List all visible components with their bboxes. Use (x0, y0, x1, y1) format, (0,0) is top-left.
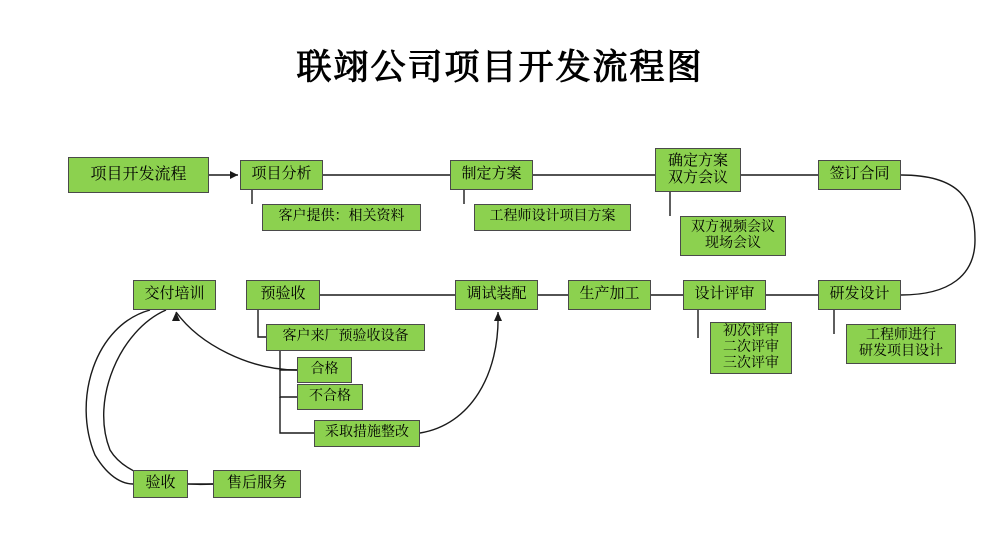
flow-node-n8[interactable] (818, 160, 901, 190)
flow-node-label: 验收 (145, 475, 176, 492)
flow-node-label: 交付培训 (144, 286, 205, 303)
flow-node-n10[interactable] (846, 324, 956, 364)
flow-node-label: 签订合同 (829, 166, 890, 183)
flow-node-label: 研发项目设计 (859, 344, 943, 359)
flow-node-label: 生产加工 (579, 286, 640, 303)
flow-node-label: 双方视频会议 (691, 219, 775, 235)
flow-node-label: 采取措施整改 (325, 425, 409, 441)
arrow-pass-to-training (172, 312, 180, 321)
flow-node-label: 三次评审 (723, 356, 779, 372)
flow-node-label: 项目开发流程 (90, 165, 187, 183)
flow-node-n9[interactable] (818, 280, 901, 310)
edge-customer-check-to-pass (280, 351, 297, 370)
flow-node-n4[interactable] (450, 160, 533, 190)
flow-node-label: 现场会议 (705, 236, 761, 251)
flow-node-n2[interactable] (240, 160, 323, 190)
flow-node-label: 不合格 (309, 388, 351, 404)
flow-node-n1[interactable] (68, 157, 209, 193)
flow-node-label: 工程师设计项目方案 (489, 209, 616, 225)
flow-node-n12[interactable] (710, 322, 792, 374)
edge-rectify-to-debug (420, 312, 498, 433)
flow-node-n7[interactable] (680, 216, 786, 256)
flow-node-n5[interactable] (474, 204, 631, 231)
edge-contract-to-rnd (901, 175, 975, 295)
flow-node-label: 合格 (310, 361, 339, 377)
flow-node-n11[interactable] (683, 280, 766, 310)
flow-node-n14[interactable] (455, 280, 538, 310)
flow-node-label: 研发设计 (829, 286, 890, 303)
flow-node-label: 制定方案 (461, 166, 522, 183)
flow-node-n22[interactable] (213, 470, 301, 498)
flow-node-n13[interactable] (568, 280, 651, 310)
page-title: 联翊公司项目开发流程图 (296, 48, 704, 87)
flow-node-label: 项目分析 (251, 166, 312, 183)
flow-node-label: 售后服务 (226, 475, 287, 492)
flow-node-label: 客户提供：相关资料 (278, 209, 405, 225)
flow-node-label: 调试装配 (466, 286, 527, 303)
flow-node-n18[interactable] (297, 384, 363, 410)
flow-node-n16[interactable] (266, 324, 425, 351)
arrow-start-to-analysis (230, 171, 238, 179)
flow-node-label: 确定方案 (667, 152, 728, 169)
arrow-rectify-to-debug (494, 312, 502, 321)
flow-node-n19[interactable] (314, 420, 420, 447)
flow-node-label: 初次评审 (723, 323, 779, 339)
flow-node-label: 二次评审 (723, 339, 779, 355)
flow-node-label: 预验收 (260, 286, 306, 303)
edge-pass-to-fail (280, 370, 297, 397)
flow-node-label: 双方会议 (667, 170, 728, 186)
flow-node-n21[interactable] (133, 470, 188, 498)
flow-node-n6[interactable] (655, 148, 741, 192)
edge-training-to-aftersales (104, 310, 213, 484)
flow-node-n3[interactable] (262, 204, 421, 231)
edge-training-to-acceptance (86, 310, 150, 484)
flow-node-n17[interactable] (297, 357, 352, 383)
edge-preacceptance-to-customer-check (258, 310, 266, 337)
flow-node-label: 客户来厂预验收设备 (282, 329, 409, 345)
flow-node-n20[interactable] (133, 280, 216, 310)
flow-node-label: 工程师进行 (866, 327, 936, 343)
flow-node-label: 设计评审 (694, 286, 755, 303)
flow-node-n15[interactable] (246, 280, 320, 310)
